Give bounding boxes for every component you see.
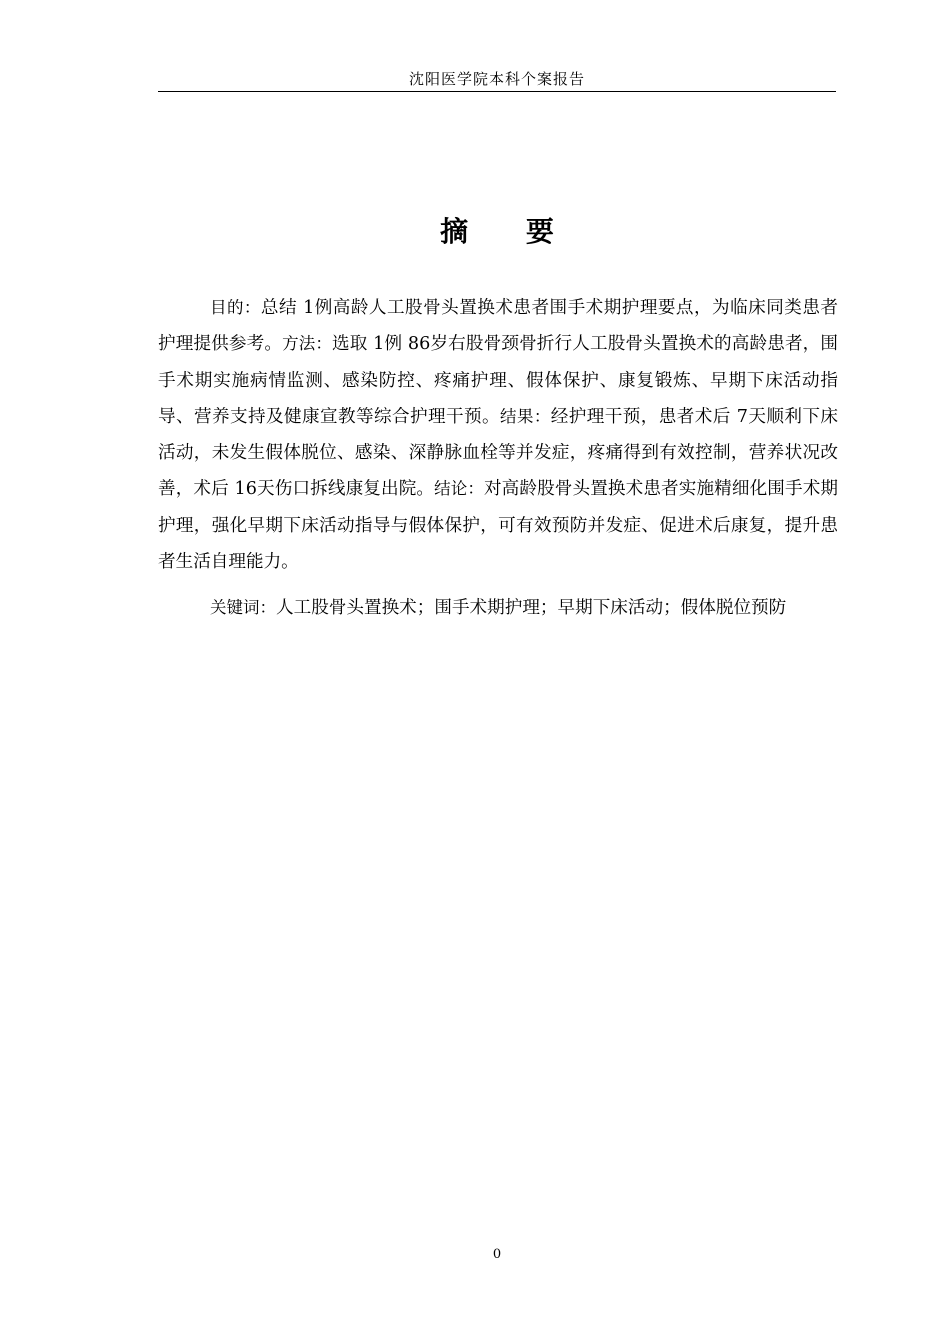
header-divider [158, 91, 836, 92]
page-number: 0 [492, 1247, 502, 1262]
keywords-text: 人工股骨头置换术；围手术期护理；早期下床活动；假体脱位预防 [276, 598, 787, 618]
abstract-heading: 摘 要 [440, 215, 578, 248]
abstract-paragraph [158, 290, 838, 580]
keywords-paragraph [158, 590, 838, 626]
objective-label: 目的： [210, 298, 261, 317]
objective-text: 总结 1例高龄人工股骨头置换术患者围手术期护理要点，为临床同类患者护理提供参考。 [158, 298, 839, 355]
page-header-title: 沈阳医学院本科个案报告 [408, 70, 585, 88]
keywords-label: 关键词： [210, 598, 276, 617]
conclusion-label: 结论： [434, 479, 484, 499]
conclusion-text: 对高龄股骨头置换术患者实施精细化围手术期护理，强化早期下床活动指导与假体保护，可有效预防并发症、促进术后康复，提升患者生活自理能力。 [158, 479, 839, 573]
result-text: 经护理干预，患者术后 7天顺利下床活动，未发生假体脱位、感染、深静脉血栓等并发症，疼痛得到有效控制，营养状况改善，术后 16天伤口拆线康复出院。 [158, 406, 839, 500]
method-text: 选取 1例 86岁右股骨颈骨折行人工股骨头置换术的高龄患者，围手术期实施病情监测、感染防控、疼痛护理、假体保护、康复锻炼、早期下床活动指导、营养支持及健康宣教等综合护理干预。 [158, 334, 838, 427]
method-label: 方法： [282, 334, 332, 354]
result-label: 结果： [500, 406, 551, 426]
